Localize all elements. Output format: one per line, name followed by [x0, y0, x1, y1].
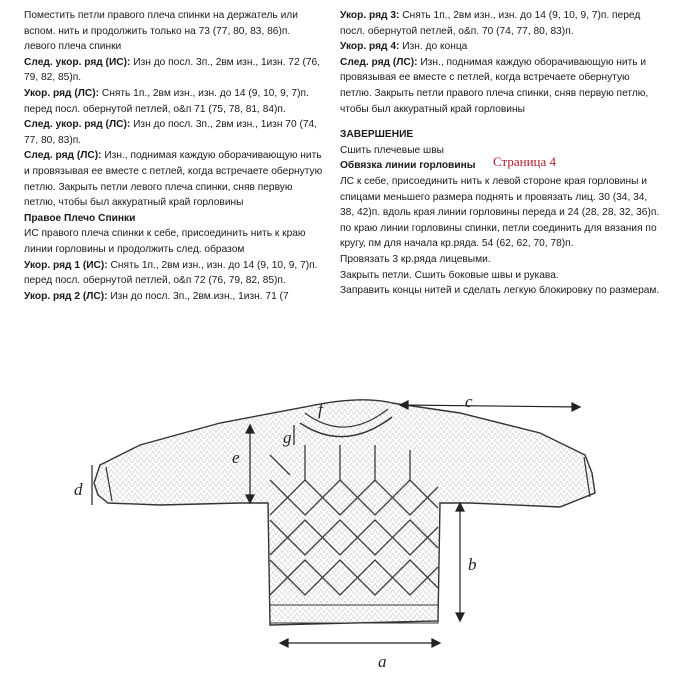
- section-title: ЗАВЕРШЕНИЕ: [340, 129, 414, 141]
- dim-label-d: d: [74, 480, 83, 499]
- paragraph: Укор. ряд (ЛС): Снять 1п., 2вм изн., изн. до 14 (9, 10, 9, 7)п. перед посл. обернутой петлей, о&п 71 (75, 78, 81, 84)п.: [24, 87, 309, 115]
- paragraph: ЛС к себе, присоединить нить к левой стороне края горловины и спицами меньшего размера поднять и провязать лиц. 30 (34, 34, 38, 42)п. вдоль края линии горловины переда и 24 (28, 28, 32, 36)п. по краю линии горловины спинки, петли соединить для вязания по кругу, пм для начала кр.ряда. 54 (62, 62, 70, 78)п.: [340, 175, 660, 250]
- section-title: Правое Плечо Спинки: [24, 212, 136, 224]
- paragraph: ИС правого плеча спинки к себе, присоединить нить к краю линии горловины и продолжить след. образом: [24, 228, 306, 255]
- left-text-column: [24, 8, 324, 304]
- dim-label-c: c: [465, 392, 473, 411]
- page-number-label: Страница 4: [493, 154, 557, 169]
- dim-label-e: e: [232, 448, 240, 467]
- paragraph: Закрыть петли. Сшить боковые швы и рукава.: [340, 269, 559, 281]
- paragraph: Укор. ряд 1 (ИС): Снять 1п., 2вм изн., изн. до 14 (9, 10, 9, 7)п. перед посл. обернутой петлей, о&п 72 (76, 79, 82, 85)п.: [24, 259, 318, 287]
- dim-label-b: b: [468, 555, 477, 574]
- dim-label-f: f: [318, 400, 323, 419]
- subsection-title: Обвязка линии горловины: [340, 160, 476, 172]
- paragraph: Заправить концы нитей и сделать легкую блокировку по размерам.: [340, 285, 660, 297]
- paragraph: След. ряд (ЛС): Изн., поднимая каждую оборачивающую нить и провязывая ее вместе с петлей, когда встречаете обернутую петлю. Закрыть петли левого плеча спинки, сняв первую петлю, чтобы был аккуратный край горловины: [24, 150, 323, 209]
- paragraph: Поместить петли правого плеча спинки на держатель или вспом. нить и продолжить только на 73 (77, 80, 83, 86)п. левого плеча спинки: [24, 10, 298, 53]
- paragraph: Укор. ряд 3: Снять 1п., 2вм изн., изн. до 14 (9, 10, 9, 7)п. перед посл. обернутой петлей, о&п. 70 (74, 77, 80, 83)п.: [340, 10, 641, 37]
- paragraph: Сшить плечевые швы: [340, 144, 444, 156]
- paragraph: Укор. ряд 4: Изн. до конца: [340, 41, 468, 53]
- dim-label-g: g: [283, 428, 292, 447]
- sweater-schematic: [0, 385, 680, 690]
- dim-label-a: a: [378, 652, 387, 671]
- paragraph: Укор. ряд 2 (ЛС): Изн до посл. 3п., 2вм.изн., 1изн. 71 (7: [24, 290, 289, 302]
- paragraph: След. укор. ряд (ЛС): Изн до посл. 3п., 2вм изн., 1изн 70 (74, 77, 80, 83)п.: [24, 119, 318, 146]
- paragraph: Провязать 3 кр.ряда лицевыми.: [340, 253, 491, 265]
- paragraph: След. ряд (ЛС): Изн., поднимая каждую оборачивающую нить и провязывая ее вместе с петлей, когда встречаете обернутую петлю. Закрыть петли правого плеча спинки, сняв первую петлю, чтобы был аккуратный край горловины: [340, 56, 649, 115]
- paragraph: След. укор. ряд (ИС): Изн до посл. 3п., 2вм изн., 1изн. 72 (76, 79, 82, 85)п.: [24, 56, 321, 84]
